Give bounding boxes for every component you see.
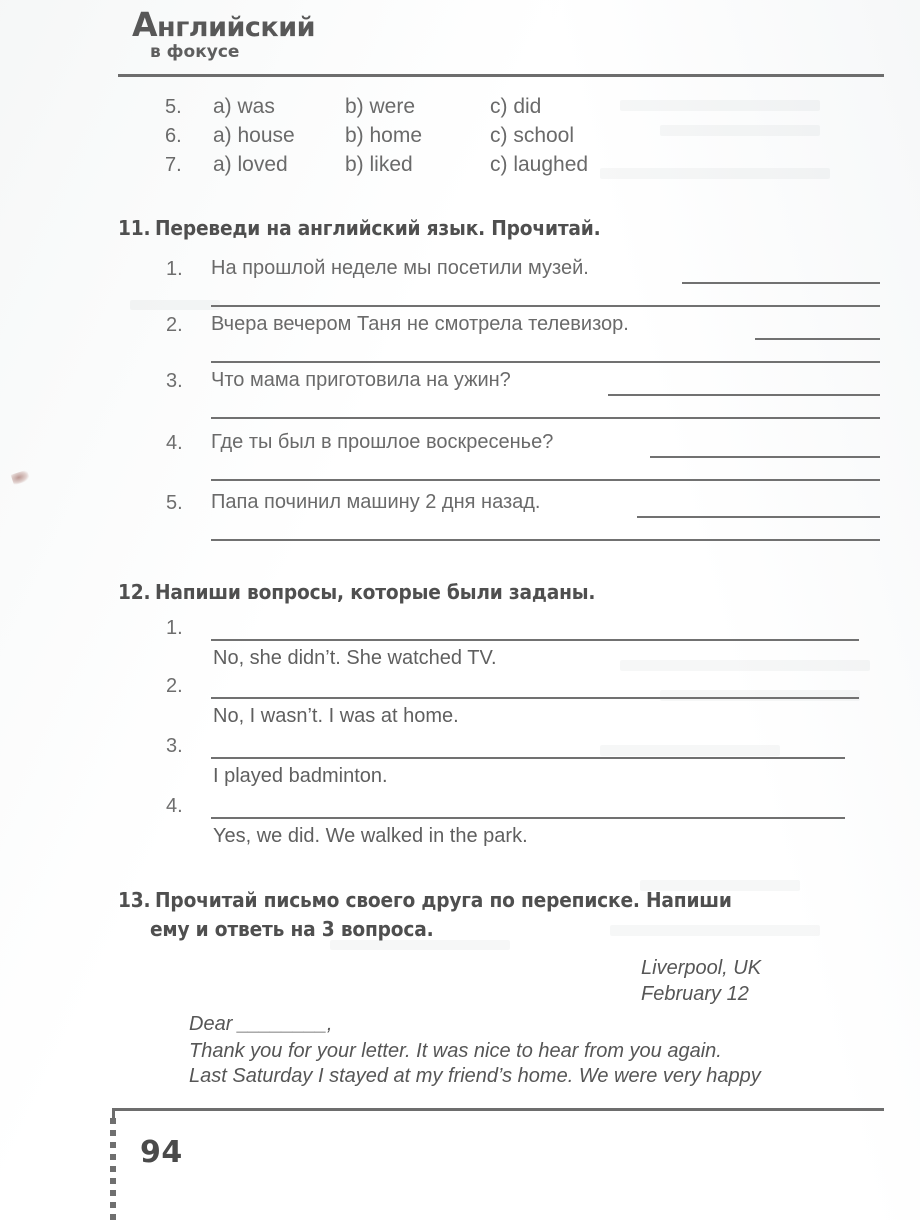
exercise-12-answer-text: I played badminton. [213, 765, 388, 787]
question-blank[interactable] [211, 817, 845, 819]
mc-option-b[interactable]: b) home [345, 124, 423, 147]
answer-blank[interactable] [608, 394, 880, 396]
answer-blank[interactable] [682, 282, 880, 284]
mc-option-c[interactable]: c) laughed [490, 153, 589, 176]
exercise-11-item-text: Папа починил машину 2 дня назад. [211, 491, 541, 513]
mc-row-number: 7. [165, 154, 182, 176]
exercise-12-heading [118, 580, 853, 604]
mc-option-a[interactable]: a) house [213, 124, 295, 147]
exercise-12-answer-text: No, she didn’t. She watched TV. [213, 647, 497, 669]
mc-row-number: 5. [165, 96, 182, 118]
exercise-11-number: 11. [118, 216, 151, 240]
letter-line-2: Last Saturday I stayed at my friend’s home. We were very happy [189, 1065, 761, 1087]
page-number: 94 [140, 1135, 183, 1170]
exercise-13-title-line2: ему и ответь на 3 вопроса. [150, 917, 434, 941]
exercise-12-item-number: 4. [166, 795, 183, 817]
answer-blank[interactable] [211, 479, 880, 481]
answer-blank[interactable] [211, 305, 880, 307]
brand-subtitle: в фокусе [150, 42, 240, 62]
exercise-12-item-number: 1. [166, 617, 183, 639]
header-rule [118, 74, 884, 77]
exercise-11-heading [118, 216, 853, 240]
answer-blank[interactable] [650, 456, 880, 458]
footer-rule [112, 1108, 884, 1111]
exercise-11-item-text: Вчера вечером Таня не смотрела телевизор. [211, 313, 629, 335]
exercise-11-item-text: Что мама приготовила на ужин? [211, 369, 511, 391]
exercise-13-heading-line2 [150, 917, 885, 941]
exercise-13-number: 13. [118, 888, 151, 912]
brand-logo [132, 5, 432, 70]
letter-date: February 12 [641, 983, 749, 1005]
answer-blank[interactable] [211, 417, 880, 419]
question-blank[interactable] [211, 757, 845, 759]
exercise-11-item-text: Где ты был в прошлое воскресенье? [211, 431, 554, 453]
exercise-12-item-number: 2. [166, 675, 183, 697]
exercise-11-item-number: 4. [166, 432, 183, 454]
mc-row-number: 6. [165, 125, 182, 147]
exercise-11-item-number: 1. [166, 258, 183, 280]
exercise-12-number: 12. [118, 580, 151, 604]
mc-option-b[interactable]: b) liked [345, 153, 413, 176]
letter-salutation[interactable]: Dear ________, [189, 1013, 333, 1035]
mc-option-c[interactable]: c) school [490, 124, 575, 147]
exercise-12-answer-text: Yes, we did. We walked in the park. [213, 825, 528, 847]
exercise-12-title: Напиши вопросы, которые были заданы. [155, 580, 596, 604]
brand-title [132, 5, 432, 44]
brand-title-rest: нглийский [157, 12, 316, 43]
answer-blank[interactable] [755, 338, 880, 340]
exercise-11-item-number: 2. [166, 314, 183, 336]
letter-line-1: Thank you for your letter. It was nice to hear from you again. [189, 1040, 722, 1062]
answer-blank[interactable] [637, 516, 880, 518]
question-blank[interactable] [211, 639, 859, 641]
exercise-13-heading [118, 888, 853, 912]
exercise-11-item-number: 5. [166, 492, 183, 514]
mc-option-c[interactable]: c) did [490, 95, 542, 118]
exercise-11-item-number: 3. [166, 370, 183, 392]
dotted-margin-line [110, 1118, 116, 1220]
exercise-12-answer-text: No, I wasn’t. I was at home. [213, 705, 459, 727]
exercise-11-item-text: На прошлой неделе мы посетили музей. [211, 257, 589, 279]
exercise-13-title-line1: Прочитай письмо своего друга по переписке. Напиши [155, 888, 732, 912]
exercise-12-item-number: 3. [166, 735, 183, 757]
letter-place: Liverpool, UK [641, 957, 762, 979]
mc-option-b[interactable]: b) were [345, 95, 416, 118]
answer-blank[interactable] [211, 539, 880, 541]
footer-rule-corner [112, 1108, 115, 1118]
question-blank[interactable] [211, 697, 859, 699]
answer-blank[interactable] [211, 361, 880, 363]
brand-title-capital: А [132, 5, 158, 44]
mc-option-a[interactable]: a) loved [213, 153, 288, 176]
exercise-11-title: Переведи на английский язык. Прочитай. [155, 216, 601, 240]
mc-option-a[interactable]: a) was [213, 95, 275, 118]
